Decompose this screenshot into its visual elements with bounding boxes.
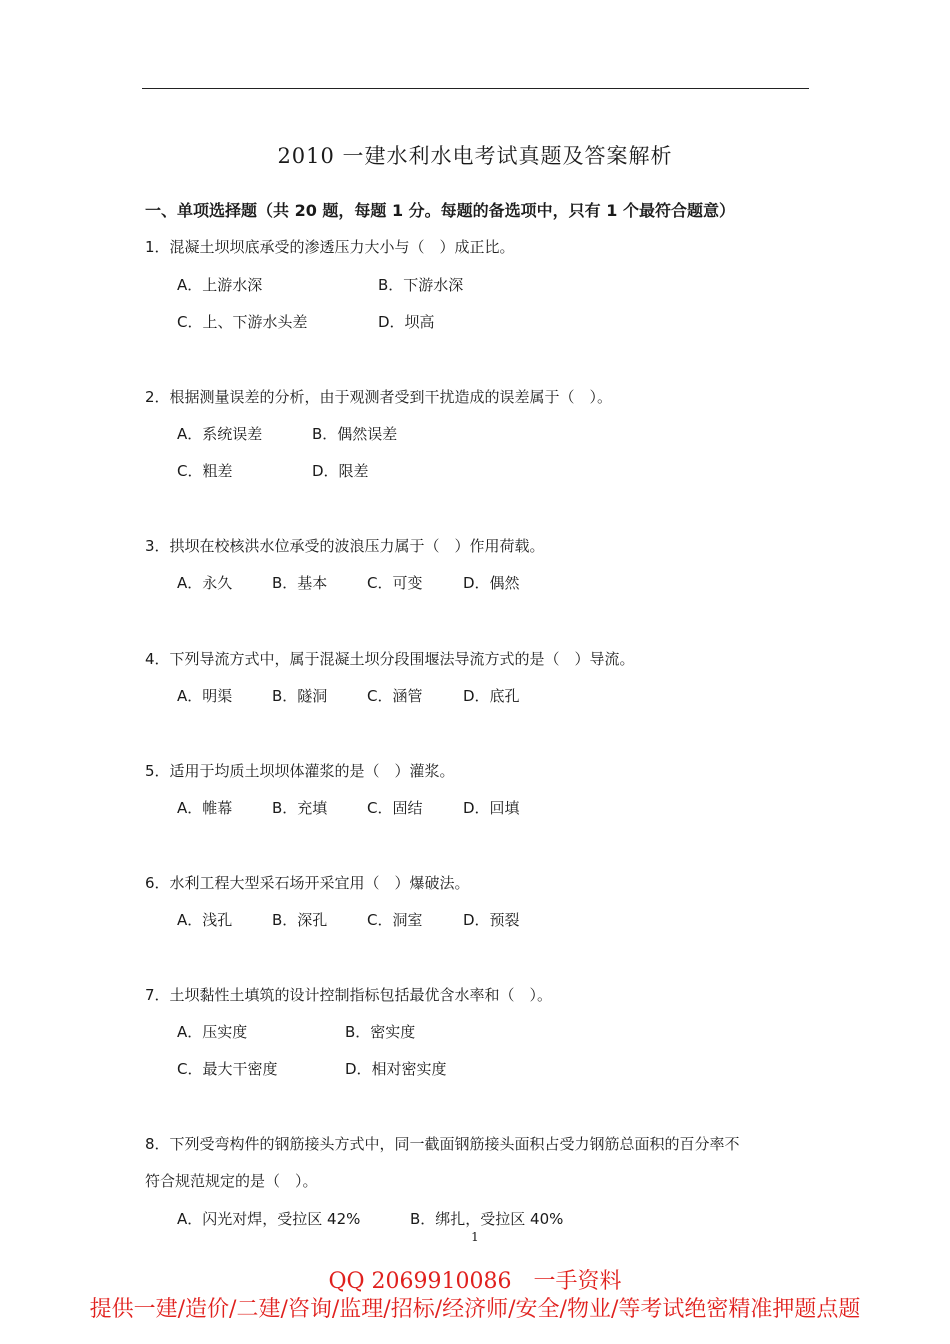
q7-option-b: B．密实度 <box>345 1023 416 1041</box>
q4-option-d: D．底孔 <box>463 687 520 705</box>
q7-option-c: C．最大干密度 <box>177 1060 278 1078</box>
question-2: 2．根据测量误差的分析，由于观测者受到干扰造成的误差属于（ ）。 <box>145 388 613 406</box>
q4-option-a: A．明渠 <box>177 687 233 705</box>
q4-option-b: B．隧洞 <box>272 687 328 705</box>
q2-option-d: D．限差 <box>312 462 369 480</box>
question-3: 3．拱坝在校核洪水位承受的波浪压力属于（ ）作用荷载。 <box>145 537 545 555</box>
q5-option-a: A．帷幕 <box>177 799 233 817</box>
question-4: 4．下列导流方式中，属于混凝土坝分段围堰法导流方式的是（ ）导流。 <box>145 650 635 668</box>
q6-option-c: C．洞室 <box>367 911 423 929</box>
question-6: 6．水利工程大型采石场开采宜用（ ）爆破法。 <box>145 874 470 892</box>
q5-option-b: B．充填 <box>272 799 328 817</box>
q4-option-c: C．涵管 <box>367 687 423 705</box>
q3-option-b: B．基本 <box>272 574 328 592</box>
footer-promo: 提供一建/造价/二建/咨询/监理/招标/经济师/安全/物业/等考试绝密精准押题点题 <box>89 1297 861 1322</box>
footer-contact: QQ 2069910086 一手资料 <box>328 1269 622 1294</box>
q3-option-d: D．偶然 <box>463 574 520 592</box>
q2-option-a: A．系统误差 <box>177 425 263 443</box>
q6-option-b: B．深孔 <box>272 911 328 929</box>
q6-option-d: D．预裂 <box>463 911 520 929</box>
question-8-line-1: 8．下列受弯构件的钢筋接头方式中，同一截面钢筋接头面积占受力钢筋总面积的百分率不 <box>145 1135 740 1153</box>
page-number: 1 <box>471 1230 479 1244</box>
q3-option-c: C．可变 <box>367 574 423 592</box>
question-5: 5．适用于均质土坝坝体灌浆的是（ ）灌浆。 <box>145 762 455 780</box>
q1-option-d: D．坝高 <box>378 313 435 331</box>
section-heading: 一、单项选择题（共 20 题，每题 1 分。每题的备选项中，只有 1 个最符合题意） <box>145 201 735 220</box>
q2-option-c: C．粗差 <box>177 462 233 480</box>
q2-option-b: B．偶然误差 <box>312 425 398 443</box>
q5-option-d: D．回填 <box>463 799 520 817</box>
header-rule <box>142 88 809 89</box>
question-1: 1．混凝土坝坝底承受的渗透压力大小与（ ）成正比。 <box>145 238 515 256</box>
q7-option-d: D．相对密实度 <box>345 1060 447 1078</box>
q1-option-c: C．上、下游水头差 <box>177 313 308 331</box>
q7-option-a: A．压实度 <box>177 1023 248 1041</box>
q5-option-c: C．固结 <box>367 799 423 817</box>
q1-option-a: A．上游水深 <box>177 276 263 294</box>
q8-option-a: A．闪光对焊，受拉区 42% <box>177 1210 361 1228</box>
q6-option-a: A．浅孔 <box>177 911 233 929</box>
question-7: 7．土坝黏性土填筑的设计控制指标包括最优含水率和（ ）。 <box>145 986 553 1004</box>
q3-option-a: A．永久 <box>177 574 233 592</box>
page-title: 2010 一建水利水电考试真题及答案解析 <box>277 144 673 168</box>
q8-option-b: B．绑扎，受拉区 40% <box>410 1210 564 1228</box>
q1-option-b: B．下游水深 <box>378 276 464 294</box>
question-8-line-2: 符合规范规定的是（ ）。 <box>145 1172 318 1190</box>
